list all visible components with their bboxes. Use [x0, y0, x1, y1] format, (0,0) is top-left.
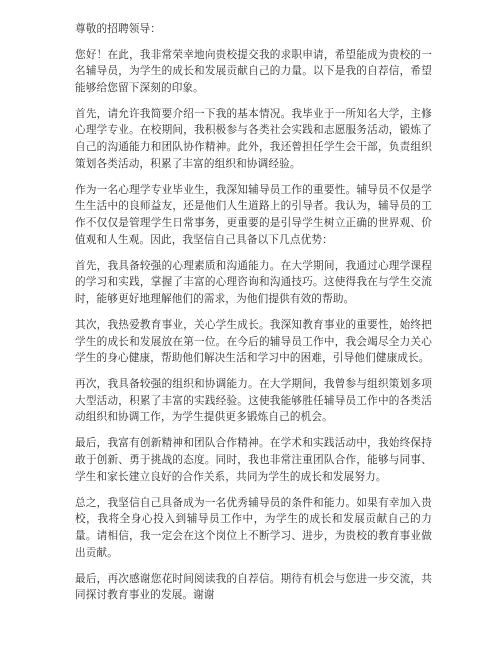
letter-paragraph-strength-innovation: 最后，我富有创新精神和团队合作精神。在学术和实践活动中，我始终保持敢于创新、勇于挑战的态度。同时，我也非常注重团队合作，能够与同事、学生和家长建立良好的合作关系，共同为学生的成长和发展努力。 [75, 437, 432, 483]
letter-salutation: 尊敬的招聘领导： [75, 23, 161, 35]
letter-paragraph-background: 首先，请允许我简要介绍一下我的基本情况。我毕业于一所知名大学，主修心理学专业。在校期间，我积极参与各类社会实践和志愿服务活动，锻炼了自己的沟通能力和团队协作精神。此外，我还曾担任学生会干部，负责组织策划各类活动，积累了丰富的组织和协调经验。 [75, 107, 432, 170]
letter-paragraph-strength-organization: 再次，我具备较强的组织和协调能力。在大学期间，我曾参与组织策划多项大型活动，积累了丰富的实践经验。这使我能够胜任辅导员工作中的各类活动组织和协调工作，为学生提供更多锻炼自己的机会。 [75, 378, 432, 424]
letter-paragraph-intro: 您好！在此，我非常荣幸地向贵校提交我的求职申请，希望能成为贵校的一名辅导员，为学生的成长和发展贡献自己的力量。以下是我的自荐信，希望能够给您留下深刻的印象。 [75, 48, 432, 94]
letter-paragraph-closing: 最后，再次感谢您花时间阅读我的自荐信。期待有机会与您进一步交流，共同探讨教育事业的发展。谢谢 [75, 572, 432, 602]
letter-paragraph-role-understanding: 作为一名心理学专业毕业生，我深知辅导员工作的重要性。辅导员不仅是学生生活中的良师益友，还是他们人生道路上的引导者。我认为，辅导员的工作不仅仅是管理学生日常事务，更重要的是引导学生树立正确的世界观、价值观和人生观。因此，我坚信自己具备以下几点优势： [75, 183, 432, 246]
letter-paragraph-strength-communication: 首先，我具备较强的心理素质和沟通能力。在大学期间，我通过心理学课程的学习和实践，掌握了丰富的心理咨询和沟通技巧。这使得我在与学生交流时，能够更好地理解他们的需求，为他们提供有效的帮助。 [75, 259, 432, 305]
letter-paragraph-summary: 总之，我坚信自己具备成为一名优秀辅导员的条件和能力。如果有幸加入贵校，我将全身心投入到辅导员工作中，为学生的成长和发展贡献自己的力量。请相信，我一定会在这个岗位上不断学习、进步，为贵校的教育事业做出贡献。 [75, 496, 432, 559]
cover-letter [75, 21, 432, 613]
letter-paragraph-strength-passion: 其次，我热爱教育事业，关心学生成长。我深知教育事业的重要性，始终把学生的成长和发展放在第一位。在今后的辅导员工作中，我会竭尽全力关心学生的身心健康，帮助他们解决生活和学习中的困难，引导他们健康成长。 [75, 318, 432, 365]
